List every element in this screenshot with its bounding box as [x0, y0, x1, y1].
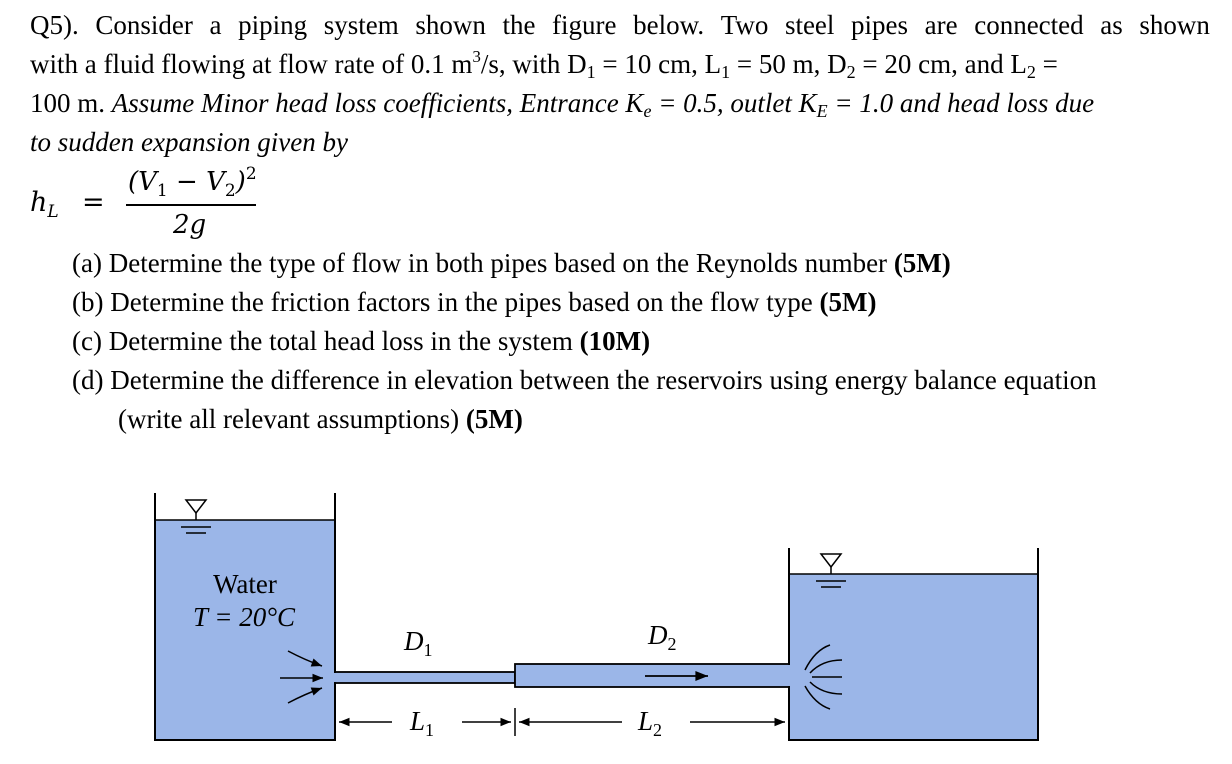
italic-text: = 0.5, outlet K — [651, 88, 817, 118]
word: Q5). — [30, 10, 79, 40]
subscript: e — [643, 101, 652, 121]
d2-subscript: 2 — [667, 634, 677, 654]
text: = 10 cm, L — [595, 49, 722, 79]
superscript: 3 — [472, 47, 481, 66]
text: = — [1035, 49, 1058, 79]
d2-label — [647, 620, 677, 654]
d1-subscript: 1 — [423, 640, 433, 660]
l1-subscript: 1 — [425, 720, 435, 740]
word: a — [209, 10, 222, 40]
part-c-text: (c) Determine the total head loss in the system — [72, 326, 580, 356]
question-line-4: to sudden expansion given by — [30, 127, 348, 157]
num-close: ) — [235, 167, 246, 197]
part-d-marks: (5M) — [465, 404, 523, 434]
word: steel — [784, 10, 835, 40]
word: Two — [720, 10, 769, 40]
l2-label — [637, 706, 662, 740]
d2-letter: D — [648, 620, 668, 650]
text: with a fluid flowing at flow rate of 0.1 m — [30, 49, 473, 79]
text: = 20 cm, and L — [855, 49, 1027, 79]
word: are — [924, 10, 958, 40]
num-sub2: 2 — [224, 181, 236, 201]
word: piping — [238, 10, 308, 40]
part-d-text-2: (write all relevant assumptions) — [118, 404, 466, 434]
subscript: 2 — [846, 62, 856, 82]
num-open: (V — [128, 167, 157, 197]
word: shown — [415, 10, 486, 40]
word: the — [502, 10, 536, 40]
temperature-label: T = 20°C — [192, 602, 296, 632]
l1-label — [409, 706, 434, 740]
num-power: 2 — [245, 164, 257, 184]
word: connected — [974, 10, 1084, 40]
l2-letter: L — [638, 706, 654, 736]
formula-equals: = — [82, 187, 105, 218]
l2-subscript: 2 — [653, 720, 663, 740]
part-d-text: (d) Determine the difference in elevation between the reservoirs using energy balance equation — [72, 365, 1097, 395]
part-b-marks: (5M) — [819, 287, 877, 317]
subscript: E — [816, 101, 828, 121]
subscript: 1 — [721, 62, 731, 82]
subscript: 2 — [1026, 62, 1036, 82]
l1-letter: L — [410, 706, 426, 736]
d1-letter: D — [404, 626, 424, 656]
num-sub1: 1 — [156, 181, 168, 201]
italic-text: = 1.0 and head loss due — [827, 88, 1095, 118]
italic-text: Assume Minor head loss coefficients, Entrance K — [111, 88, 644, 118]
word: pipes — [851, 10, 909, 40]
part-b-text: (b) Determine the friction factors in the pipes based on the flow type — [72, 287, 820, 317]
text: = 50 m, D — [730, 49, 847, 79]
word: shown — [1139, 10, 1210, 40]
subscript: 1 — [586, 62, 596, 82]
formula-denominator: 2g — [173, 210, 207, 240]
formula-h-sub: L — [47, 202, 59, 222]
part-a-text: (a) Determine the type of flow in both pipes based on the Reynolds number — [72, 248, 894, 278]
right-reservoir-water — [789, 574, 1038, 740]
num-minus: − V — [167, 167, 225, 197]
word: as — [1100, 10, 1123, 40]
text: 100 m. — [30, 88, 112, 118]
water-label: Water — [213, 569, 277, 599]
part-c-marks: (10M) — [579, 326, 651, 356]
d1-label — [403, 626, 433, 660]
formula-h: h — [30, 187, 48, 218]
word: Consider — [95, 10, 193, 40]
word: below. — [633, 10, 705, 40]
word: figure — [552, 10, 617, 40]
pipe-1 — [335, 672, 515, 683]
word: system — [323, 10, 399, 40]
text: /s, with D — [480, 49, 587, 79]
part-a-marks: (5M) — [893, 248, 951, 278]
